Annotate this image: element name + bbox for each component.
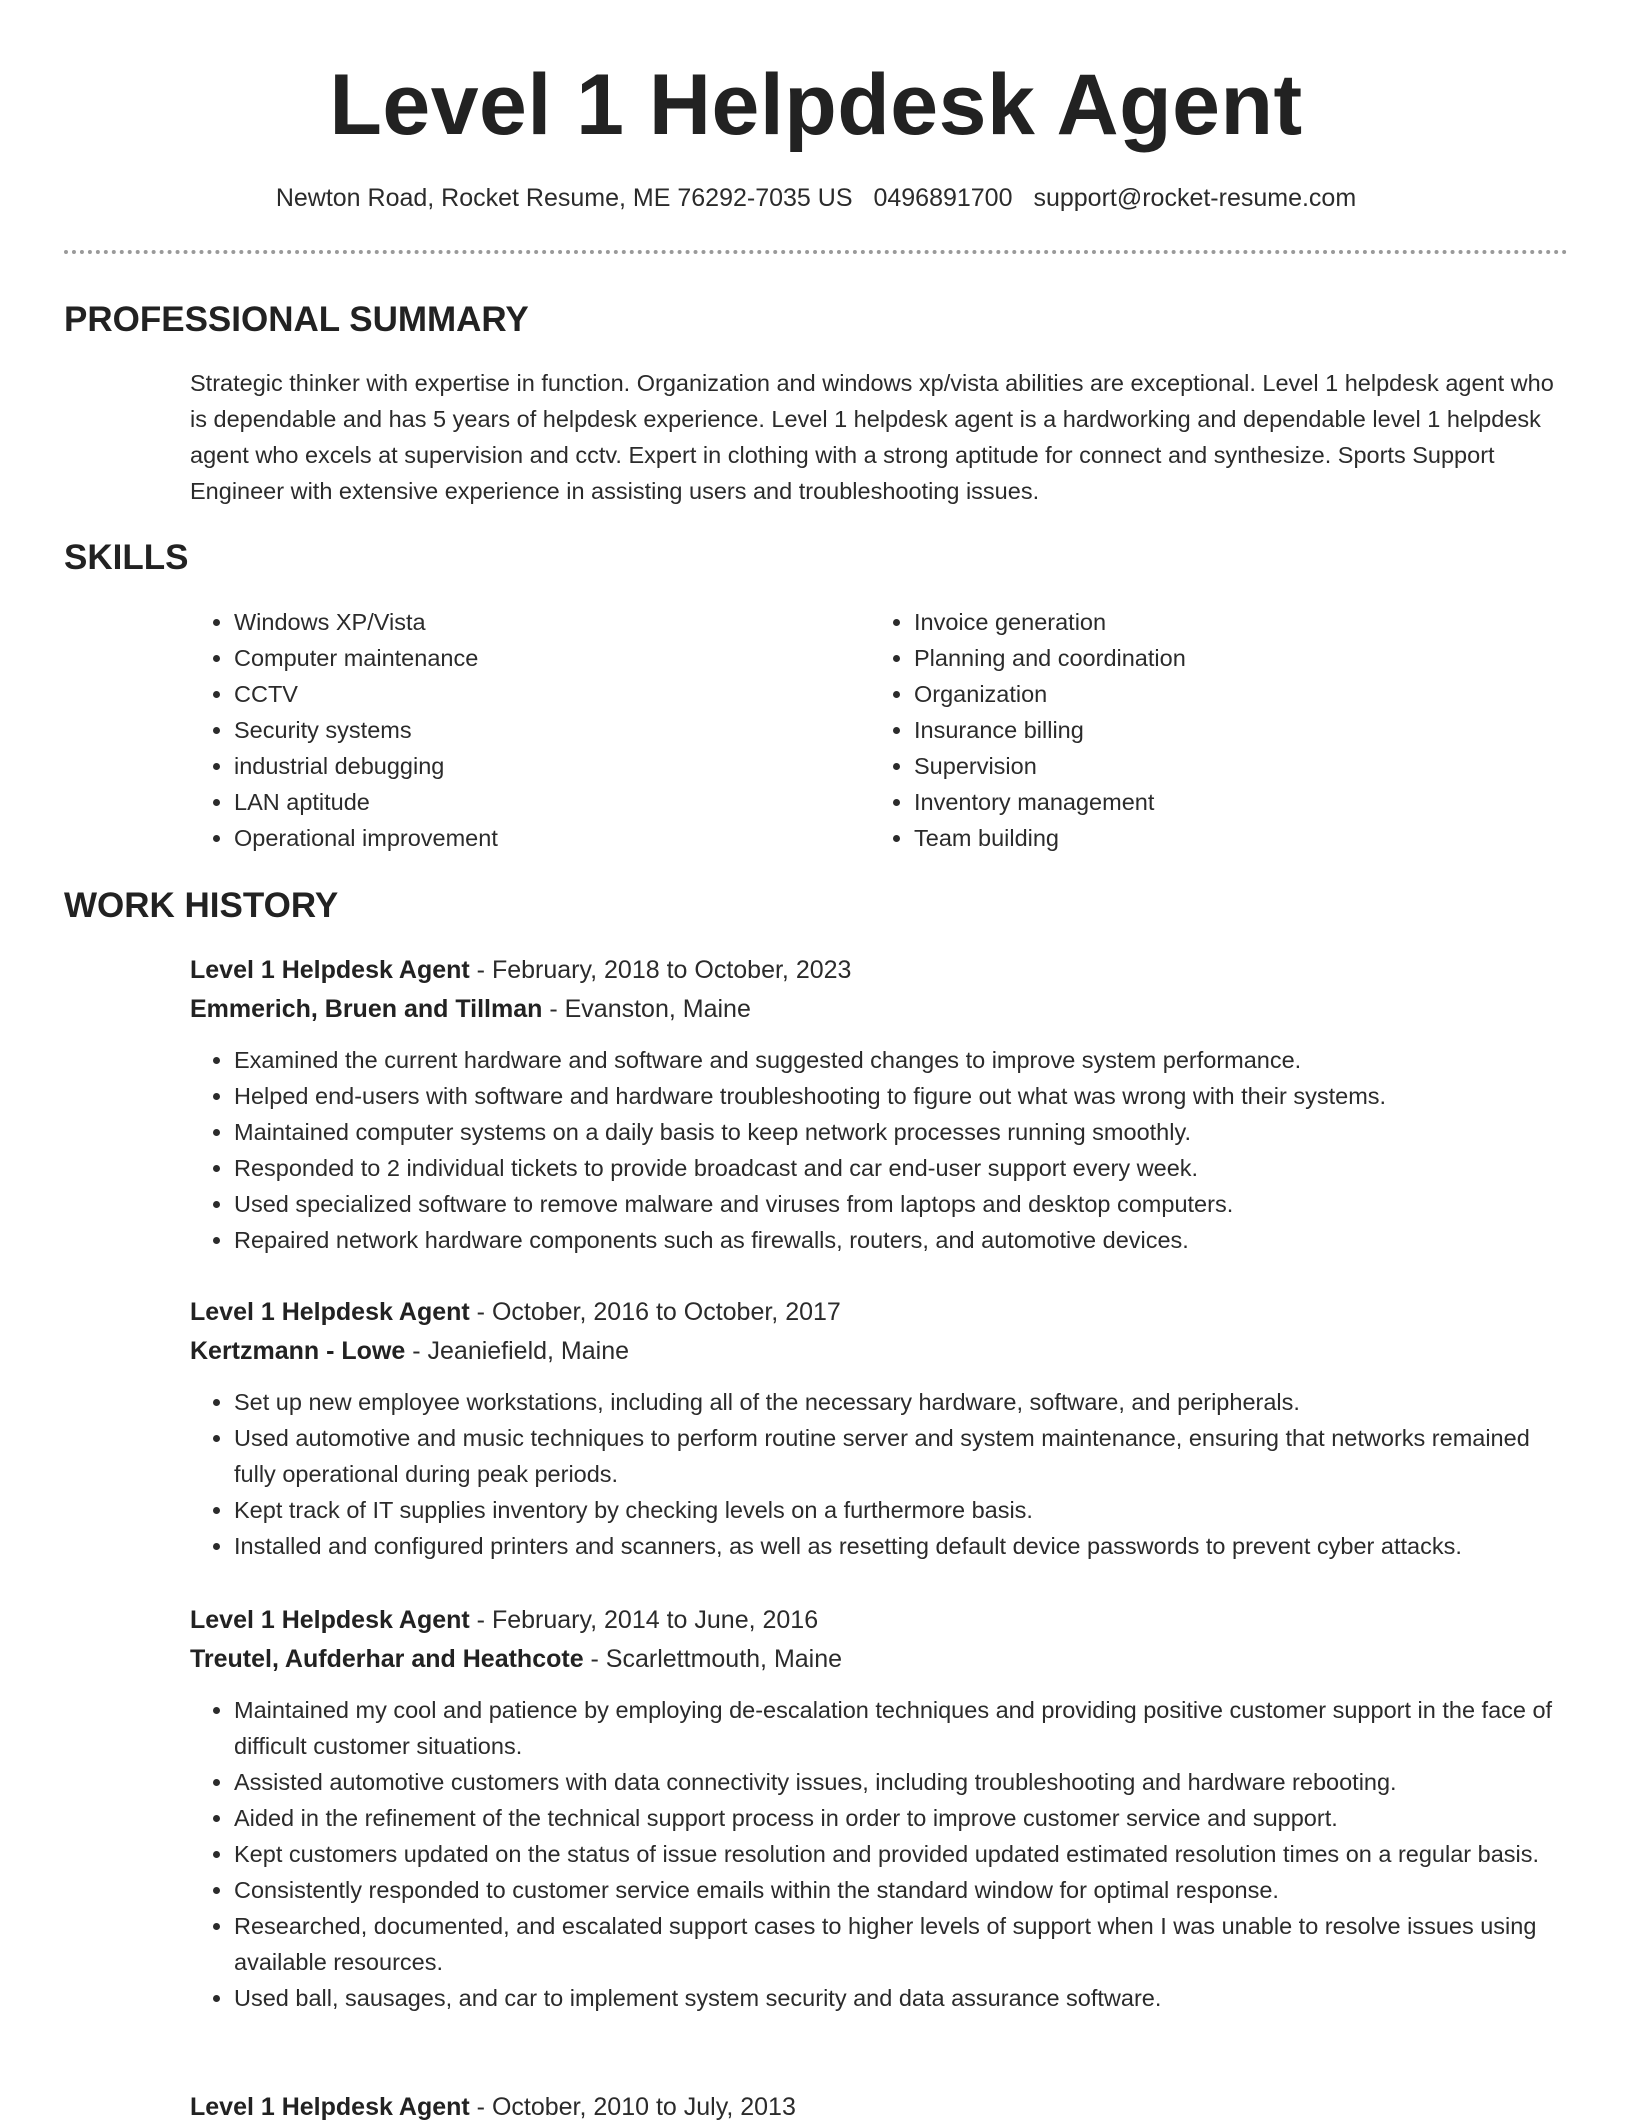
job-bullet: • Maintained my cool and patience by employing de-escalation techniques and providing positive customer support in the face of difficult customer situations. (234, 1692, 1560, 1764)
job-bullet: • Researched, documented, and escalated support cases to higher levels of support when I was unable to resolve issues using available resources. (234, 1908, 1560, 1980)
job-bullet: • Used ball, sausages, and car to implement system security and data assurance software. (234, 1980, 1560, 2016)
contact-address: Newton Road, Rocket Resume, ME 76292-7035 US (275, 184, 853, 212)
job-entry (190, 2088, 1560, 2127)
job-company: Kertzmann - Lowe (190, 1337, 406, 1365)
job-bullet: • Responded to 2 individual tickets to provide broadcast and car end-user support every week. (234, 1150, 1560, 1186)
summary-section (190, 365, 1560, 509)
job-bullet: • Used specialized software to remove malware and viruses from laptops and desktop computers. (234, 1186, 1560, 1222)
job-bullet: • Examined the current hardware and software and suggested changes to improve system performance. (234, 1042, 1560, 1078)
job-title-line (190, 951, 1560, 990)
skill-item: • Invoice generation (914, 604, 1510, 640)
job-company-line (190, 1332, 1560, 1371)
job-entry (190, 1293, 1560, 1564)
job-dates: - February, 2014 to June, 2016 (469, 1606, 819, 1634)
job-title-line (190, 2088, 1560, 2127)
contact-phone: 0496891700 (873, 184, 1013, 212)
job-role: Level 1 Helpdesk Agent (190, 1606, 470, 1634)
job-location: - Jeaniefield, Maine (405, 1337, 630, 1365)
resume-name: Level 1 Helpdesk Agent (329, 57, 1303, 153)
job-bullet: • Aided in the refinement of the technical support process in order to improve customer service and support. (234, 1800, 1560, 1836)
job-bullet: • Maintained computer systems on a daily basis to keep network processes running smoothly. (234, 1114, 1560, 1150)
skills-column-right (870, 604, 1510, 856)
job-bullets (190, 1384, 1560, 1564)
job-bullet: • Kept track of IT supplies inventory by checking levels on a furthermore basis. (234, 1492, 1560, 1528)
job-bullet: • Installed and configured printers and scanners, as well as resetting default device passwords to prevent cyber attacks. (234, 1528, 1560, 1564)
skill-item: • Operational improvement (234, 820, 830, 856)
skill-item: • Windows XP/Vista (234, 604, 830, 640)
job-dates: - October, 2016 to October, 2017 (469, 1298, 841, 1326)
section-title-work-history: WORK HISTORY (64, 886, 339, 925)
skills-column-left (190, 604, 830, 856)
job-bullets (190, 1042, 1560, 1258)
skill-item: • Organization (914, 676, 1510, 712)
skill-item: • industrial debugging (234, 748, 830, 784)
job-entry (190, 951, 1560, 1258)
skill-item: • Supervision (914, 748, 1510, 784)
skill-item: • CCTV (234, 676, 830, 712)
contact-email: support@rocket-resume.com (1033, 184, 1357, 212)
job-bullet: • Helped end-users with software and hardware troubleshooting to figure out what was wrong with their systems. (234, 1078, 1560, 1114)
job-role: Level 1 Helpdesk Agent (190, 1298, 470, 1326)
skills-list-left (190, 604, 830, 856)
job-title-line (190, 1601, 1560, 1640)
job-bullet: • Used automotive and music techniques to perform routine server and system maintenance, ensuring that networks remained fully operational during peak periods. (234, 1420, 1560, 1492)
job-dates: - February, 2018 to October, 2023 (469, 956, 852, 984)
skill-item: • Team building (914, 820, 1510, 856)
job-bullet: • Assisted automotive customers with data connectivity issues, including troubleshooting and hardware rebooting. (234, 1764, 1560, 1800)
skill-item: • Inventory management (914, 784, 1510, 820)
job-role: Level 1 Helpdesk Agent (190, 2093, 470, 2121)
job-company: Emmerich, Bruen and Tillman (190, 995, 543, 1023)
skill-item: • Computer maintenance (234, 640, 830, 676)
job-bullet: • Set up new employee workstations, including all of the necessary hardware, software, and peripherals. (234, 1384, 1560, 1420)
job-location: - Scarlettmouth, Maine (583, 1645, 843, 1673)
job-bullets (190, 1692, 1560, 2016)
section-title-skills: SKILLS (64, 538, 189, 577)
skill-item: • Planning and coordination (914, 640, 1510, 676)
job-bullet: • Kept customers updated on the status of issue resolution and provided updated estimated resolution times on a regular basis. (234, 1836, 1560, 1872)
skill-item: • LAN aptitude (234, 784, 830, 820)
job-company-line (190, 990, 1560, 1029)
job-location: - Evanston, Maine (542, 995, 751, 1023)
job-role: Level 1 Helpdesk Agent (190, 956, 470, 984)
job-company: Treutel, Aufderhar and Heathcote (190, 1645, 584, 1673)
job-company-line (190, 1640, 1560, 1679)
job-title-line (190, 1293, 1560, 1332)
skills-list-right (870, 604, 1510, 856)
skill-item: • Insurance billing (914, 712, 1510, 748)
job-entry (190, 1601, 1560, 2016)
contact-line (0, 180, 1632, 216)
job-bullet: • Consistently responded to customer service emails within the standard window for optimal response. (234, 1872, 1560, 1908)
header-divider (64, 250, 1568, 254)
summary-text: Strategic thinker with expertise in function. Organization and windows xp/vista abilities are exceptional. Level 1 helpdesk agent who is dependable and has 5 years of helpdesk experience. Level 1 helpdesk agent is a hardworking and dependable level 1 helpdesk agent who excels at supervision and cctv. Expert in clothing with a strong aptitude for connect and synthesize. Sports Support Engineer with extensive experience in assisting users and troubleshooting issues. (190, 370, 1554, 504)
job-bullet: • Repaired network hardware components such as firewalls, routers, and automotive devices. (234, 1222, 1560, 1258)
skill-item: • Security systems (234, 712, 830, 748)
section-title-summary: PROFESSIONAL SUMMARY (64, 300, 529, 339)
job-dates: - October, 2010 to July, 2013 (469, 2093, 796, 2121)
